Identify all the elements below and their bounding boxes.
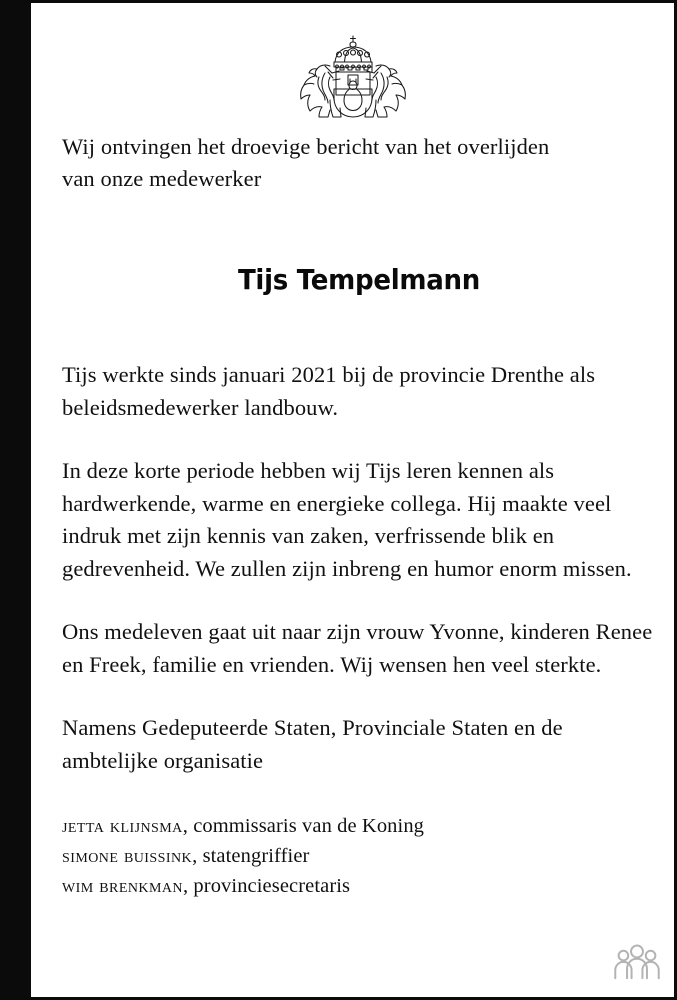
signatory-name: wim brenkman — [62, 875, 183, 897]
signatory-role: commissaris van de Koning — [193, 815, 425, 837]
deceased-name: Tijs Tempelmann — [237, 263, 481, 296]
signatory-row — [62, 871, 656, 901]
paragraph-tribute: In deze korte periode hebben wij Tijs leren kennen als hardwerkende, warme en energieke collega. Hij maakte veel indruk met zijn kennis van zaken, verfrissende blik en gedrevenheid. We zullen zijn inbreng en humor enorm missen. — [62, 458, 632, 581]
body-paragraphs — [62, 359, 656, 777]
lead-line-1: Wij ontvingen het droevige bericht van het overlijden — [62, 134, 550, 159]
signatory-role: provinciesecretaris — [193, 875, 351, 897]
signatory-row — [62, 841, 656, 871]
crest-container — [31, 33, 674, 119]
drenthe-coat-of-arms-icon — [280, 33, 426, 119]
paragraph-condolences: Ons medeleven gaat uit naar zijn vrouw Yvonne, kinderen Renee en Freek, familie en vrienden. Wij wensen hen veel sterkte. — [62, 619, 653, 677]
death-notice-page — [31, 3, 674, 997]
signatory-row — [62, 811, 656, 841]
signatory-name: jetta klijnsma — [62, 815, 183, 837]
notice-content — [62, 131, 656, 901]
signatory-separator: , — [192, 845, 203, 867]
signatory-role: statengriffier — [202, 845, 310, 867]
lead-line-2: van onze medewerker — [62, 166, 262, 191]
signatory-name: simone buissink — [62, 845, 193, 867]
lead-paragraph — [62, 131, 656, 195]
signatory-list — [62, 811, 656, 901]
signatory-separator: , — [182, 875, 194, 897]
paragraph-employment: Tijs werkte sinds januari 2021 bij de provincie Drenthe als beleidsmedewerker landbouw. — [62, 362, 596, 420]
paragraph-on-behalf-of: Namens Gedeputeerde Staten, Provinciale Staten en de ambtelijke organisatie — [62, 715, 563, 773]
three-people-group-icon — [613, 942, 661, 980]
signatory-separator: , — [182, 815, 194, 837]
